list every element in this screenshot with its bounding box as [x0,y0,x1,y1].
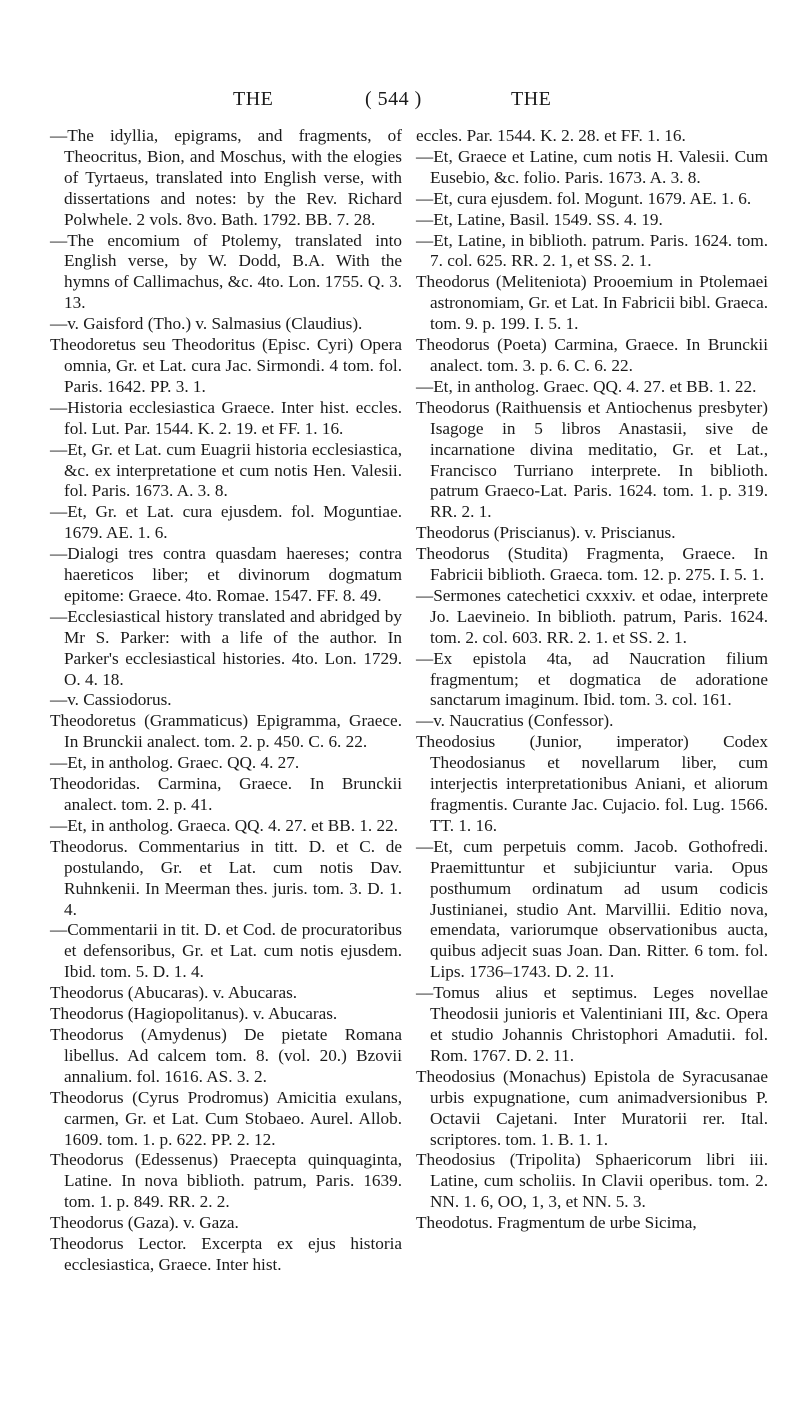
index-entry: —Tomus alius et septimus. Leges novellae Theodosii junioris et Valentiniani III, &c. Opera et studio Johannis Christophori Amadutii. fol. Rom. 1767. D. 2. 11. [416,983,768,1065]
index-entry: Theodorus (Gaza). v. Gaza. [50,1213,239,1233]
index-entry: Theodorus (Poeta) Carmina, Graece. In Brunckii analect. tom. 3. p. 6. C. 6. 22. [416,335,768,375]
index-entry: Theodorus (Priscianus). v. Priscianus. [416,523,676,543]
index-entry: —Et, in antholog. Graeca. QQ. 4. 27. et BB. 1. 22. [50,815,398,835]
index-entry: —The encomium of Ptolemy, translated into English verse, by W. Dodd, B.A. With the hymns of Callimachus, &c. 4to. Lon. 1755. Q. 3. 13. [50,230,402,313]
index-entry: —v. Cassiodorus. [50,690,172,710]
index-entry: —Ecclesiastical history translated and abridged by Mr S. Parker: with a life of the author. In Parker's ecclesiastical histories. 4to. Lon. 1729. O. 4. 18. [50,606,402,689]
index-entry: —Historia ecclesiastica Graece. Inter hist. eccles. fol. Lut. Par. 1544. K. 2. 19. et FF. 1. 16. [50,397,402,438]
index-entry: —Et, Latine, Basil. 1549. SS. 4. 19. [416,209,663,229]
index-entry: —Et, Latine, in biblioth. patrum. Paris. 1624. tom. 7. col. 625. RR. 2. 1, et SS. 2. 1. [416,230,768,271]
index-entry: Theodoretus seu Theodoritus (Episc. Cyri) Opera omnia, Gr. et Lat. cura Jac. Sirmondi. 4 tom. fol. Paris. 1642. PP. 3. 1. [50,335,402,396]
index-entry: —Et, Gr. et Lat. cum Euagrii historia ecclesiastica, &c. ex interpretatione et cum notis Hen. Valesii. fol. Paris. 1673. A. 3. 8. [50,439,402,501]
index-entry: Theodorus (Amydenus) De pietate Romana libellus. Ad calcem tom. 8. (vol. 20.) Bzovii annalium. fol. 1616. AS. 3. 2. [50,1024,402,1086]
right-column [416,126,768,1234]
index-entry: Theodoretus (Grammaticus) Epigramma, Graece. In Brunckii analect. tom. 2. p. 450. C. 6. 22. [50,711,402,752]
index-entry: Theodorus Lector. Excerpta ex ejus historia ecclesiastica, Graece. Inter hist. [50,1234,402,1274]
index-entry: —Et, cura ejusdem. fol. Mogunt. 1679. AE. 1. 6. [416,188,752,208]
index-entry: —Et, in antholog. Graec. QQ. 4. 27. [50,753,300,773]
index-entry: —Et, Gr. et Lat. cura ejusdem. fol. Moguntiae. 1679. AE. 1. 6. [50,502,402,543]
header-left-word: THE [233,88,274,110]
index-entry: —Et, in antholog. Graec. QQ. 4. 27. et BB. 1. 22. [416,376,757,396]
header-right-word: THE [511,88,552,110]
index-entry: —The idyllia, epigrams, and fragments, of Theocritus, Bion, and Moschus, with the elogies of Tyrtaeus, translated into English verse, with dissertations and notes: by the Rev. Richard Polwhele. 2 vols. 8vo. Bath. 1792. BB. 7. 28. [50,126,402,229]
index-entry: —Ex epistola 4ta, ad Naucration filium fragmentum; et dogmatica de adoratione sanctarum imaginum. Ibid. tom. 3. col. 161. [416,648,768,710]
left-column [50,126,402,1276]
index-entry: Theodorus (Cyrus Prodromus) Amicitia exulans, carmen, Gr. et Lat. Cum Stobaeo. Aurel. Allob. 1609. tom. 1. p. 622. PP. 2. 12. [50,1087,402,1149]
index-entry: —Et, Graece et Latine, cum notis H. Valesii. Cum Eusebio, &c. folio. Paris. 1673. A. 3. 8. [416,146,768,187]
index-entry: Theodosius (Monachus) Epistola de Syracusanae urbis expugnatione, cum animadversionibus P. Octavii Cajetani. Inter Muratorii rer. Ital. scriptores. tom. 1. B. 1. 1. [416,1066,768,1149]
index-entry: Theodorus (Studita) Fragmenta, Graece. In Fabricii biblioth. Graeca. tom. 12. p. 275. I. 5. 1. [416,544,768,585]
index-entry: —v. Gaisford (Tho.) v. Salmasius (Claudius). [50,314,363,334]
index-entry: Theodoridas. Carmina, Graece. In Brunckii analect. tom. 2. p. 41. [50,774,402,814]
running-header [0,88,801,114]
index-entry: —Sermones catechetici cxxxiv. et odae, interprete Jo. Laevineio. In biblioth. patrum, Paris. 1624. tom. 2. col. 603. RR. 2. 1. et SS. 2. 1. [416,585,768,647]
index-entry: —Commentarii in tit. D. et Cod. de procuratoribus et defensoribus, Gr. et Lat. cum notis ejusdem. Ibid. tom. 5. D. 1. 4. [50,920,402,982]
index-entry: Theodorus (Abucaras). v. Abucaras. [50,983,298,1003]
index-entry: Theodorus. Commentarius in titt. D. et C. de postulando, Gr. et Lat. cum notis Dav. Ruhnkenii. In Meerman thes. juris. tom. 3. D. 1. 4. [50,836,402,919]
index-entry: eccles. Par. 1544. K. 2. 28. et FF. 1. 16. [416,126,686,145]
index-entry: Theodosius (Junior, imperator) Codex Theodosianus et novellarum liber, cum interjectis interpretationibus Aniani, et aliorum fragmentis. Curante Jac. Cujacio. fol. Lug. 1566. TT. 1. 16. [416,732,768,835]
index-entry: —Et, cum perpetuis comm. Jacob. Gothofredi. Praemittuntur et subjiciuntur varia. Opus posthumum ordinatum ad usum codicis Justinianei, studio Ant. Marvillii. Editio nova, emendata, variorumque observationibus aucta, quibus adjecit suas Joan. Dan. Ritter. 6 tom. fol. Lips. 1736–1743. D. 2. 11. [416,836,768,982]
index-entry: Theodorus (Raithuensis et Antiochenus presbyter) Isagoge in 5 libros Anastasii, sive de incarnatione divina meditatio, Gr. et Lat., Francisco Turriano interprete. In biblioth. patrum Graeco-Lat. Paris. 1624. tom. 1. p. 319. RR. 2. 1. [416,397,768,522]
index-entry: Theodosius (Tripolita) Sphaericorum libri iii. Latine, cum scholiis. In Clavii operibus. tom. 2. NN. 1. 6, OO, 1, 3, et NN. 5. 3. [416,1150,768,1212]
index-entry: Theodorus (Edessenus) Praecepta quinquaginta, Latine. In nova biblioth. patrum, Paris. 1639. tom. 1. p. 849. RR. 2. 2. [50,1150,402,1212]
index-entry: —v. Naucratius (Confessor). [416,711,614,731]
index-entry: Theodorus (Meliteniota) Prooemium in Ptolemaei astronomiam, Gr. et Lat. In Fabricii bibl. Graeca. tom. 9. p. 199. I. 5. 1. [416,272,768,334]
index-entry: Theodorus (Hagiopolitanus). v. Abucaras. [50,1004,338,1024]
page-number: ( 544 ) [365,88,422,110]
index-entry: —Dialogi tres contra quasdam haereses; contra haereticos liber; et divinorum dogmatum epitome: Graece. 4to. Romae. 1547. FF. 8. 49. [50,544,402,605]
index-entry: Theodotus. Fragmentum de urbe Sicima, [416,1213,697,1233]
